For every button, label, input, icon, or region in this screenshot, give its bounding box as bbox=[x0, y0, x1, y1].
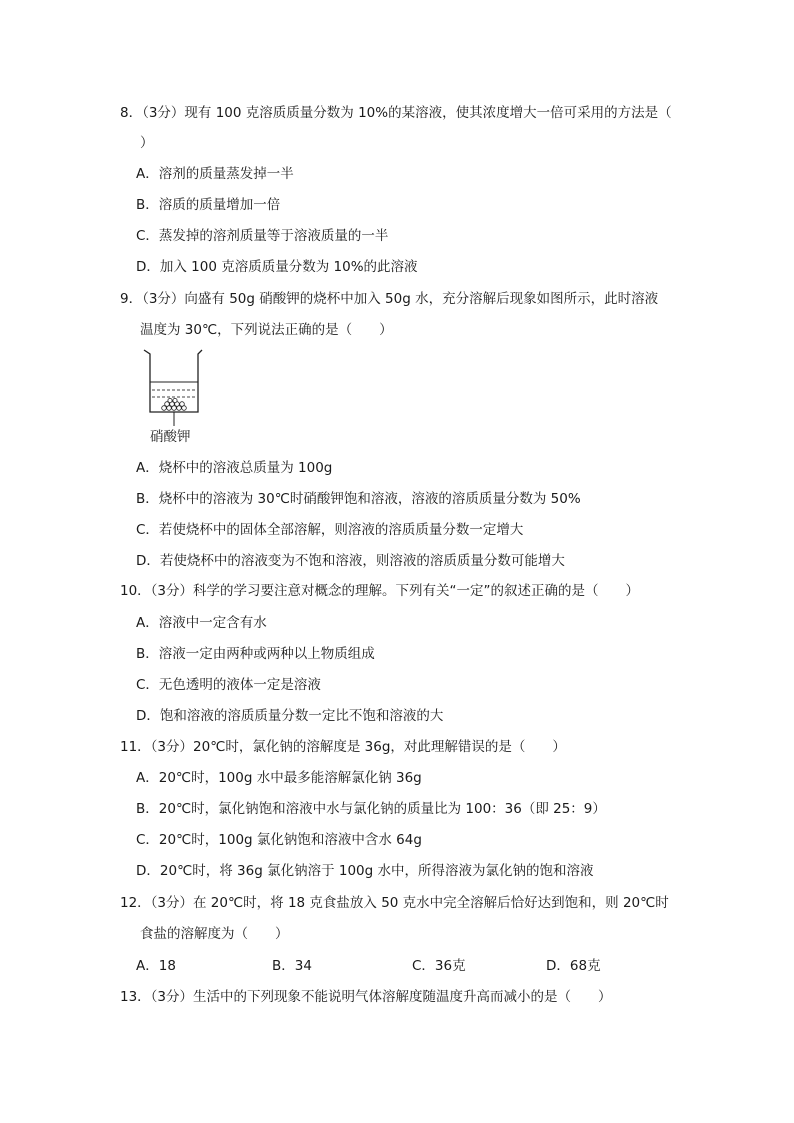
q10-stem-line1: 10．（3分）科学的学习要注意对概念的理解。下列有关“一定”的叙述正确的是（ ） bbox=[120, 583, 640, 599]
q10-option-a: A．溶液中一定含有水 bbox=[136, 615, 267, 631]
q11-option-d: D．20℃时，将 36g 氯化钠溶于 100g 水中，所得溶液为氯化钠的饱和溶液 bbox=[136, 863, 594, 879]
q13-stem-line1: 13．（3分）生活中的下列现象不能说明气体溶解度随温度升高而减小的是（ ） bbox=[120, 989, 612, 1005]
q8-option-a: A．溶剂的质量蒸发掉一半 bbox=[136, 166, 294, 182]
q12-option-b: B．34 bbox=[272, 958, 312, 974]
q9-stem-line2: 温度为 30℃，下列说法正确的是（ ） bbox=[140, 322, 393, 338]
q12-option-d: D．68克 bbox=[546, 958, 601, 974]
q12-option-a: A．18 bbox=[136, 958, 176, 974]
q9-option-a: A．烧杯中的溶液总质量为 100g bbox=[136, 460, 333, 476]
q11-option-a: A．20℃时，100g 水中最多能溶解氯化钠 36g bbox=[136, 770, 422, 786]
q8-option-c: C．蒸发掉的溶剂质量等于溶液质量的一半 bbox=[136, 228, 389, 244]
q12-stem-line2: 食盐的溶解度为（ ） bbox=[140, 926, 289, 942]
q8-stem-line1: 8．（3分）现有 100 克溶质质量分数为 10%的某溶液，使其浓度增大一倍可采用的方法是（ bbox=[120, 105, 672, 121]
q8-option-d: D．加入 100 克溶质质量分数为 10%的此溶液 bbox=[136, 259, 418, 275]
q10-option-c: C．无色透明的液体一定是溶液 bbox=[136, 677, 321, 693]
undissolved-solid bbox=[162, 398, 187, 410]
q8-stem-line2: ） bbox=[140, 135, 154, 151]
figure-label: 硝酸钾 bbox=[150, 429, 191, 445]
q11-option-c: C．20℃时，100g 氯化钠饱和溶液中含水 64g bbox=[136, 832, 422, 848]
water-lines bbox=[152, 390, 196, 397]
q9-option-c: C．若使烧杯中的固体全部溶解，则溶液的溶质质量分数一定增大 bbox=[136, 522, 524, 538]
q12-option-c: C．36克 bbox=[412, 958, 466, 974]
q11-stem-line1: 11．（3分）20℃时，氯化钠的溶解度是 36g，对此理解错误的是（ ） bbox=[120, 739, 566, 755]
q9-option-b: B．烧杯中的溶液为 30℃时硝酸钾饱和溶液，溶液的溶质质量分数为 50% bbox=[136, 491, 581, 507]
q10-option-d: D．饱和溶液的溶质质量分数一定比不饱和溶液的大 bbox=[136, 708, 444, 724]
q8-option-b: B．溶质的质量增加一倍 bbox=[136, 197, 281, 213]
q9-stem-line1: 9．（3分）向盛有 50g 硝酸钾的烧杯中加入 50g 水，充分溶解后现象如图所示，此时溶液 bbox=[120, 291, 659, 307]
q9-option-d: D．若使烧杯中的溶液变为不饱和溶液，则溶液的溶质质量分数可能增大 bbox=[136, 553, 565, 569]
q10-option-b: B．溶液一定由两种或两种以上物质组成 bbox=[136, 646, 375, 662]
q12-stem-line1: 12．（3分）在 20℃时，将 18 克食盐放入 50 克水中完全溶解后恰好达到饱和，则 20℃时 bbox=[120, 895, 669, 911]
q11-option-b: B．20℃时，氯化钠饱和溶液中水与氯化钠的质量比为 100：36（即 25：9） bbox=[136, 801, 606, 817]
